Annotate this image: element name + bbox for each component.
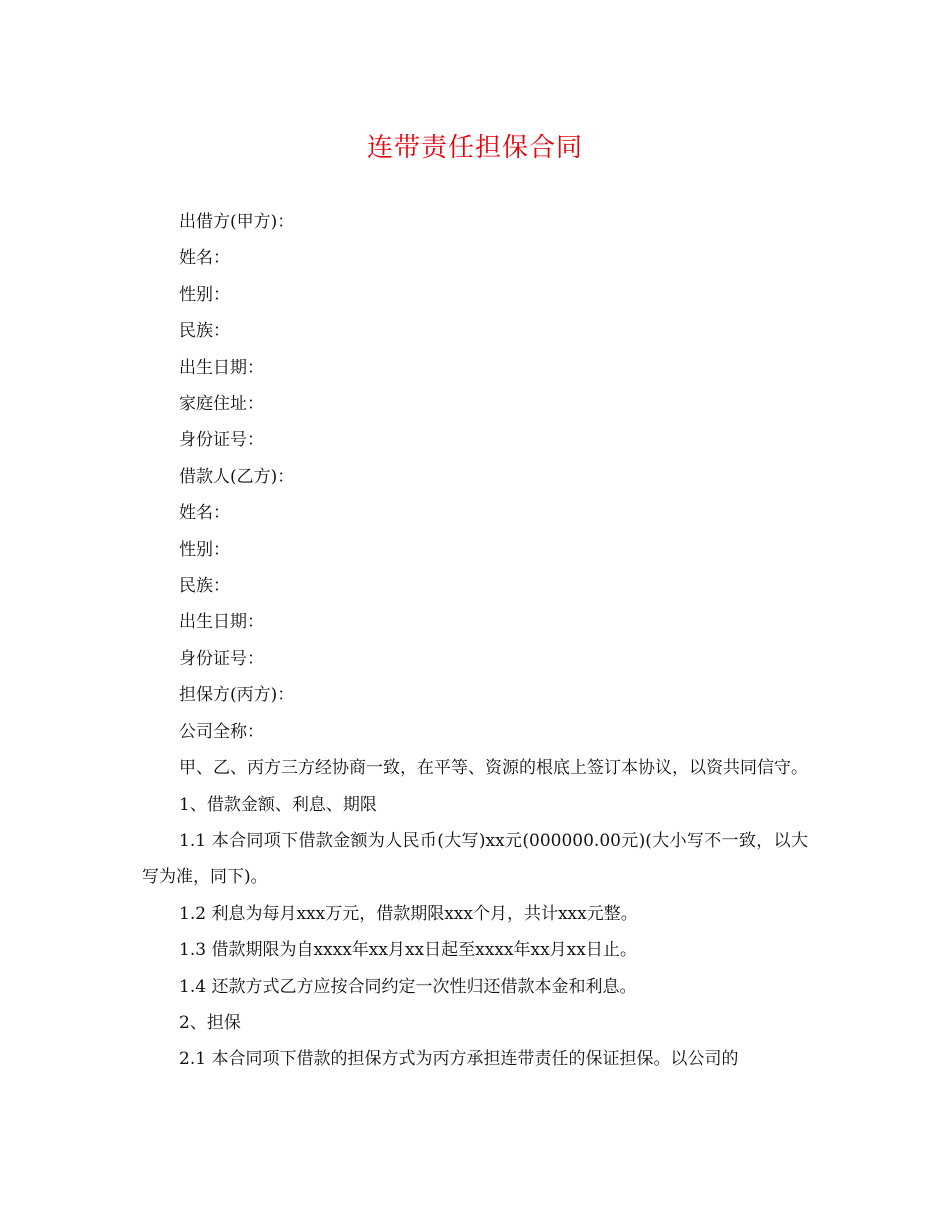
- clause-1-2: 1.2 利息为每月xxx万元，借款期限xxx个月，共计xxx元整。: [179, 903, 638, 924]
- intro-paragraph: 甲、乙、丙方三方经协商一致，在平等、资源的根底上签订本协议，以资共同信守。: [179, 758, 808, 779]
- field-borrower-party: 借款人(乙方)：: [179, 466, 295, 487]
- field-borrower-ethnicity: 民族：: [179, 576, 230, 597]
- section-heading-loan-terms: 1、借款金额、利息、期限: [179, 794, 377, 815]
- field-lender-birthdate: 出生日期：: [179, 357, 264, 378]
- clause-1-1: 1.1 本合同项下借款金额为人民币(大写)xx元(000000.00元)(大小写不一致，以大写为准，同下)。: [142, 830, 808, 888]
- field-borrower-birthdate: 出生日期：: [179, 612, 264, 633]
- field-lender-ethnicity: 民族：: [179, 321, 230, 342]
- clause-1-4: 1.4 还款方式乙方应按合同约定一次性归还借款本金和利息。: [179, 976, 637, 997]
- clause-1-3: 1.3 借款期限为自xxxx年xx月xx日起至xxxx年xx月xx日止。: [179, 940, 637, 961]
- field-lender-gender: 性别：: [179, 284, 230, 305]
- field-lender-id-number: 身份证号：: [179, 430, 264, 451]
- field-guarantor-company-name: 公司全称：: [179, 721, 264, 742]
- field-lender-name: 姓名：: [179, 248, 230, 269]
- document-title: 连带责任担保合同: [366, 133, 583, 163]
- contract-body: [142, 204, 808, 1078]
- field-borrower-name: 姓名：: [179, 503, 230, 524]
- field-borrower-gender: 性别：: [179, 539, 230, 560]
- section-heading-guarantee: 2、担保: [179, 1012, 241, 1033]
- field-guarantor-party: 担保方(丙方)：: [179, 685, 295, 706]
- field-lender-party: 出借方(甲方)：: [179, 212, 295, 232]
- field-borrower-id-number: 身份证号：: [179, 648, 264, 669]
- field-lender-address: 家庭住址：: [179, 394, 264, 415]
- clause-2-1: 2.1 本合同项下借款的担保方式为丙方承担连带责任的保证担保。以公司的: [179, 1049, 739, 1070]
